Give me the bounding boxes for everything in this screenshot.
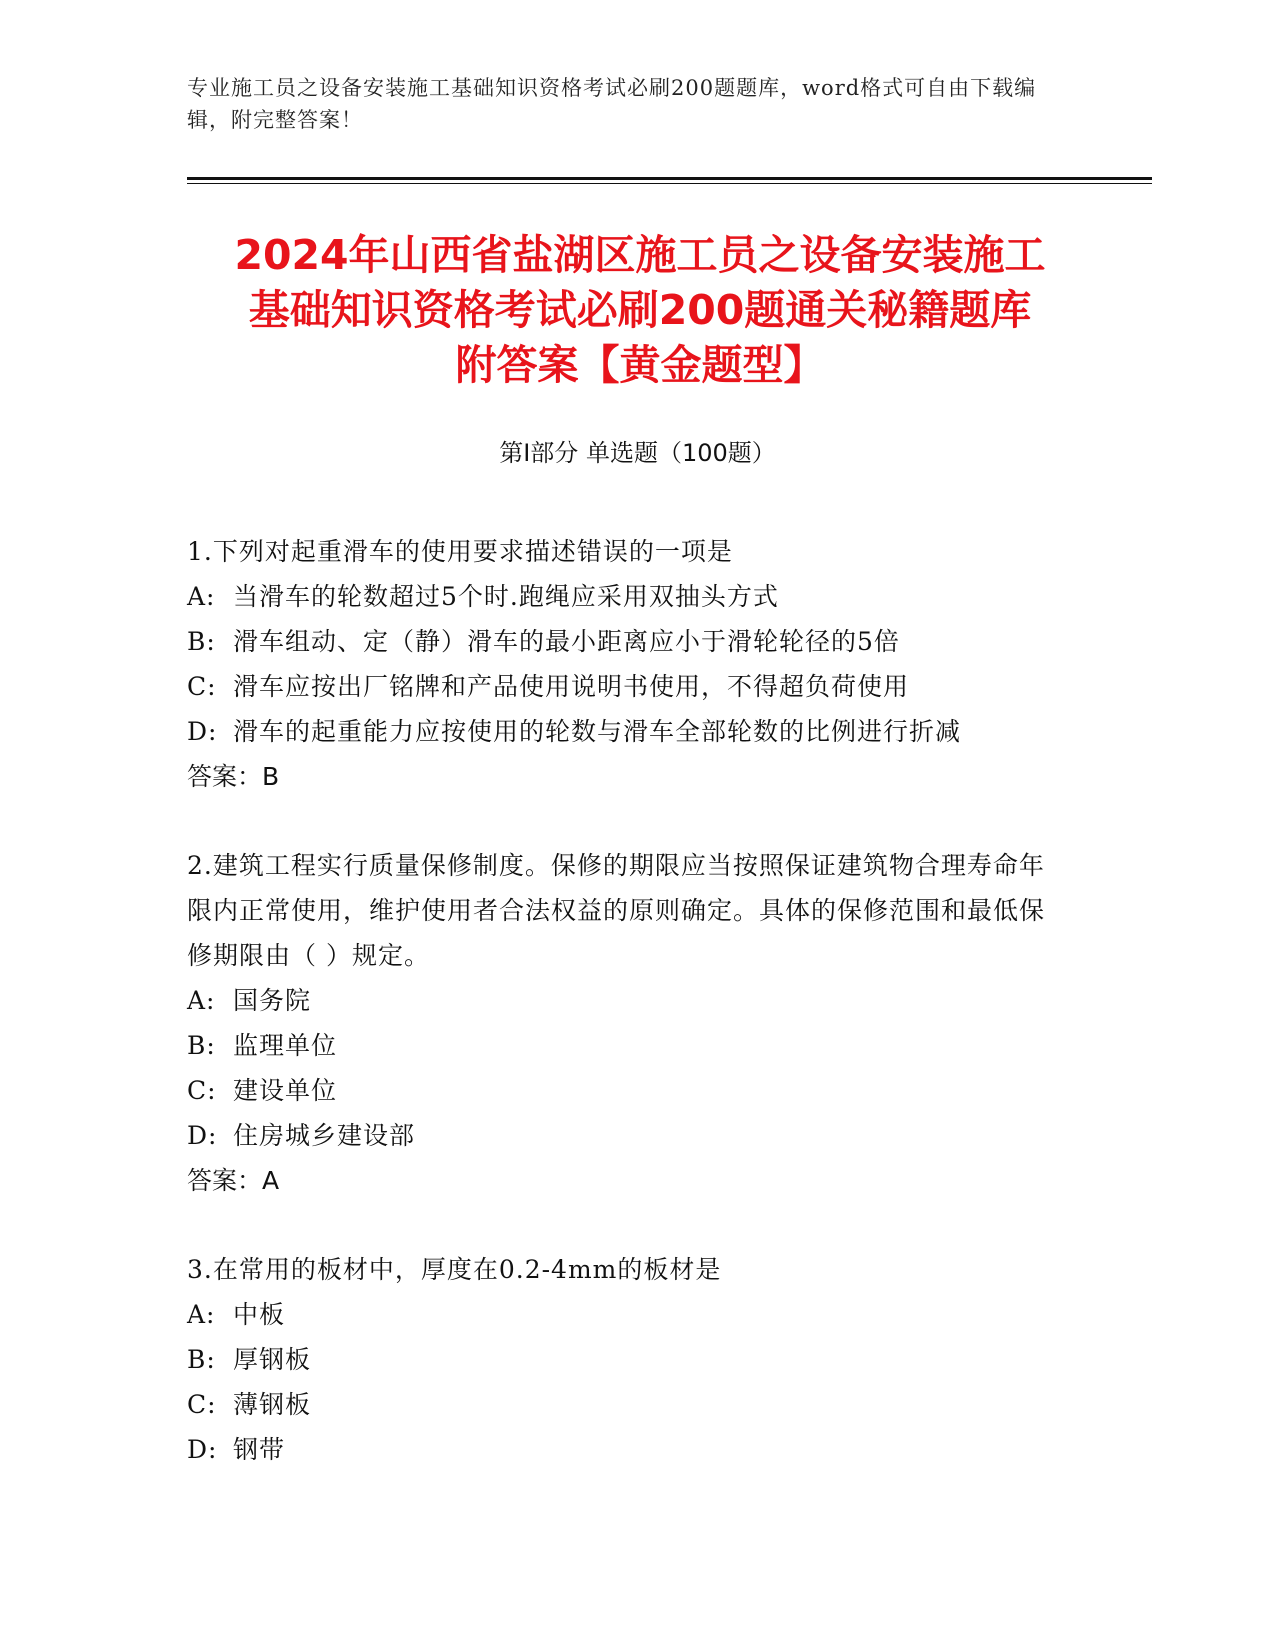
option-text: 监理单位	[233, 1031, 338, 1060]
question-list	[187, 529, 1067, 1516]
question-stem: 2.建筑工程实行质量保修制度。保修的期限应当按照保证建筑物合理寿命年限内正常使用，维护使用者合法权益的原则确定。具体的保修范围和最低保修期限由（ ）规定。	[187, 851, 1046, 970]
option-key: D:	[187, 1435, 218, 1464]
question-1	[187, 529, 1067, 799]
option-text: 当滑车的轮数超过5个时.跑绳应采用双抽头方式	[233, 582, 779, 611]
option-a	[187, 574, 1067, 619]
option-text: 厚钢板	[233, 1345, 312, 1374]
option-c	[187, 1382, 1067, 1427]
option-key: B:	[187, 1031, 216, 1060]
question-2	[187, 843, 1067, 1203]
option-text: 建设单位	[233, 1076, 338, 1105]
option-text: 中板	[233, 1300, 286, 1329]
option-key: D:	[187, 717, 218, 746]
option-d	[187, 1427, 1067, 1472]
option-c	[187, 1068, 1067, 1113]
option-text: 滑车应按出厂铭牌和产品使用说明书使用，不得超负荷使用	[233, 672, 910, 701]
option-text: 国务院	[233, 986, 312, 1015]
option-b	[187, 1337, 1067, 1382]
option-key: B:	[187, 1345, 216, 1374]
title-line-3: 附答案【黄金题型】	[455, 341, 825, 389]
option-text: 薄钢板	[233, 1390, 312, 1419]
option-key: A:	[187, 986, 216, 1015]
option-text: 钢带	[233, 1435, 286, 1464]
answer: 答案：B	[187, 762, 280, 791]
option-c	[187, 664, 1067, 709]
option-key: C:	[187, 672, 217, 701]
question-stem: 3.在常用的板材中，厚度在0.2-4mm的板材是	[187, 1255, 722, 1284]
header-note: 专业施工员之设备安装施工基础知识资格考试必刷200题题库，word格式可自由下载编辑，附完整答案！	[187, 76, 1037, 132]
answer: 答案：A	[187, 1166, 280, 1195]
option-key: C:	[187, 1076, 217, 1105]
option-b	[187, 619, 1067, 664]
section-heading: 第Ⅰ部分 单选题（100题）	[499, 439, 776, 467]
option-key: B:	[187, 627, 216, 656]
title-line-2: 基础知识资格考试必刷200题通关秘籍题库	[248, 286, 1032, 334]
option-key: A:	[187, 582, 216, 611]
option-text: 滑车的起重能力应按使用的轮数与滑车全部轮数的比例进行折减	[233, 717, 962, 746]
option-text: 住房城乡建设部	[233, 1121, 416, 1150]
title-line-1: 2024年山西省盐湖区施工员之设备安装施工	[234, 231, 1046, 279]
question-stem: 1.下列对起重滑车的使用要求描述错误的一项是	[187, 537, 733, 566]
option-d	[187, 709, 1067, 754]
option-a	[187, 1292, 1067, 1337]
option-text: 滑车组动、定（静）滑车的最小距离应小于滑轮轮径的5倍	[233, 627, 900, 656]
document-title	[140, 228, 1140, 393]
header-rule-thick	[187, 177, 1152, 180]
question-3	[187, 1247, 1067, 1472]
header-rule-thin	[187, 183, 1152, 184]
option-b	[187, 1023, 1067, 1068]
option-a	[187, 978, 1067, 1023]
option-key: C:	[187, 1390, 217, 1419]
option-d	[187, 1113, 1067, 1158]
option-key: D:	[187, 1121, 218, 1150]
option-key: A:	[187, 1300, 216, 1329]
